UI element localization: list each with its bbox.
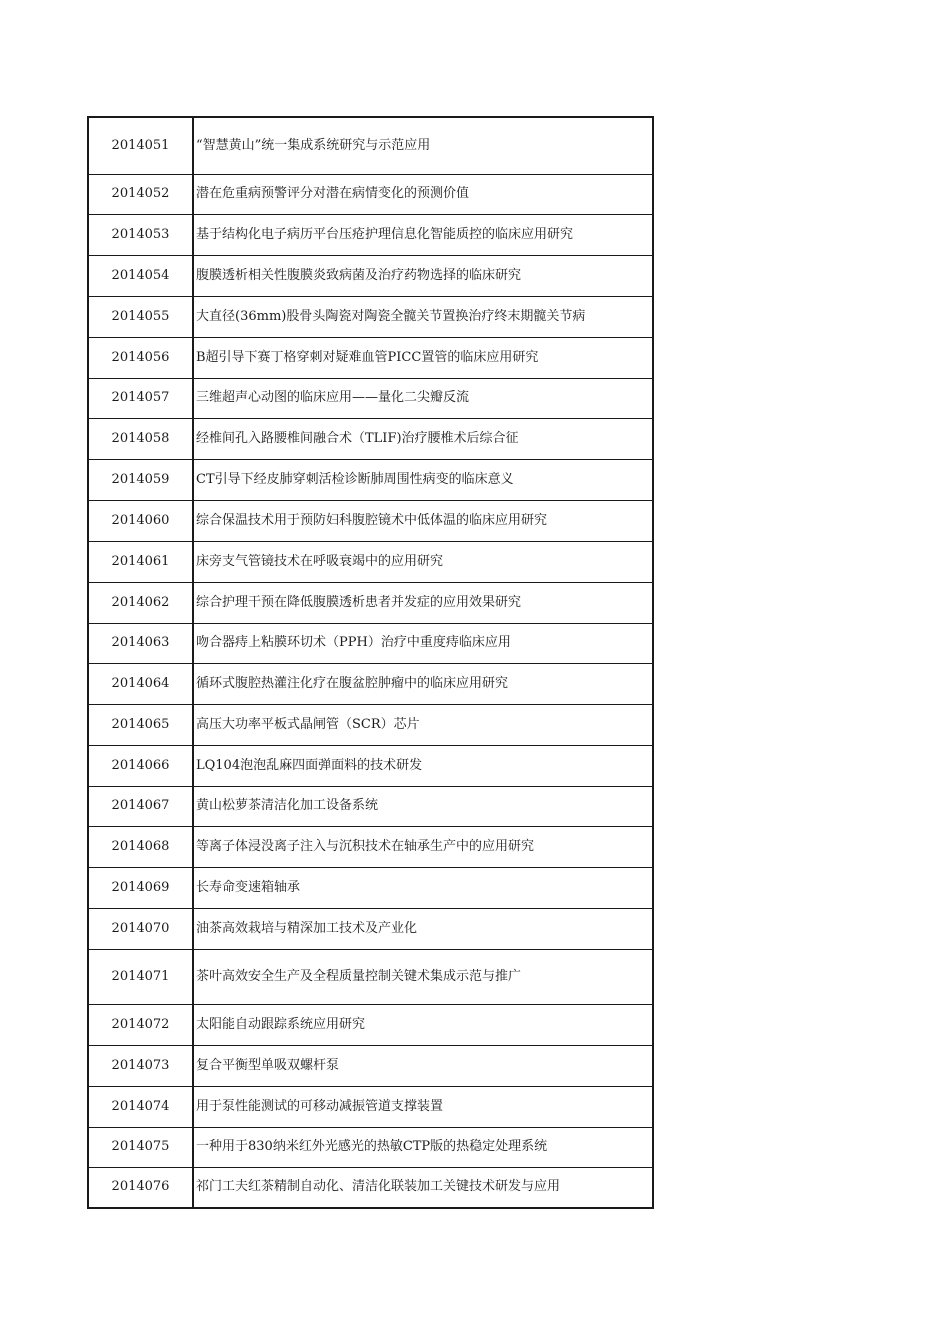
project-title-cell: 潜在危重病预警评分对潜在病情变化的预测价值 bbox=[193, 174, 653, 214]
table-row bbox=[88, 1167, 653, 1208]
project-title-cell: 茶叶高效安全生产及全程质量控制关键术集成示范与推广 bbox=[193, 949, 653, 1004]
table-row bbox=[88, 500, 653, 541]
table-row bbox=[88, 1045, 653, 1086]
project-code-cell: 2014057 bbox=[88, 378, 193, 418]
table-row bbox=[88, 663, 653, 704]
project-title-cell: 复合平衡型单吸双螺杆泵 bbox=[193, 1045, 653, 1086]
table-row bbox=[88, 745, 653, 786]
project-title-cell: 循环式腹腔热灌注化疗在腹盆腔肿瘤中的临床应用研究 bbox=[193, 663, 653, 704]
project-title-cell: LQ104泡泡乱麻四面弹面料的技术研发 bbox=[193, 745, 653, 786]
project-title-cell: 基于结构化电子病历平台压疮护理信息化智能质控的临床应用研究 bbox=[193, 214, 653, 255]
project-table-body bbox=[88, 117, 653, 1208]
table-row bbox=[88, 1086, 653, 1127]
table-row bbox=[88, 255, 653, 296]
project-code-cell: 2014062 bbox=[88, 582, 193, 623]
table-row bbox=[88, 1127, 653, 1167]
project-title-cell: CT引导下经皮肺穿刺活检诊断肺周围性病变的临床意义 bbox=[193, 459, 653, 500]
table-row bbox=[88, 378, 653, 418]
table-row bbox=[88, 867, 653, 908]
project-code-cell: 2014067 bbox=[88, 786, 193, 826]
table-row bbox=[88, 117, 653, 174]
project-title-cell: “智慧黄山”统一集成系统研究与示范应用 bbox=[193, 117, 653, 174]
project-title-cell: 长寿命变速箱轴承 bbox=[193, 867, 653, 908]
project-code-cell: 2014076 bbox=[88, 1167, 193, 1208]
project-table bbox=[87, 116, 654, 1209]
project-code-cell: 2014055 bbox=[88, 296, 193, 337]
table-row bbox=[88, 582, 653, 623]
project-code-cell: 2014064 bbox=[88, 663, 193, 704]
project-title-cell: 三维超声心动图的临床应用——量化二尖瓣反流 bbox=[193, 378, 653, 418]
project-code-cell: 2014071 bbox=[88, 949, 193, 1004]
table-row bbox=[88, 541, 653, 582]
project-code-cell: 2014053 bbox=[88, 214, 193, 255]
project-code-cell: 2014072 bbox=[88, 1004, 193, 1045]
table-row bbox=[88, 296, 653, 337]
project-code-cell: 2014068 bbox=[88, 826, 193, 867]
project-code-cell: 2014074 bbox=[88, 1086, 193, 1127]
project-code-cell: 2014073 bbox=[88, 1045, 193, 1086]
project-title-cell: B超引导下赛丁格穿刺对疑难血管PICC置管的临床应用研究 bbox=[193, 337, 653, 378]
table-row bbox=[88, 786, 653, 826]
project-title-cell: 太阳能自动跟踪系统应用研究 bbox=[193, 1004, 653, 1045]
project-code-cell: 2014058 bbox=[88, 418, 193, 459]
project-title-cell: 腹膜透析相关性腹膜炎致病菌及治疗药物选择的临床研究 bbox=[193, 255, 653, 296]
project-code-cell: 2014070 bbox=[88, 908, 193, 949]
table-row bbox=[88, 459, 653, 500]
project-title-cell: 床旁支气管镜技术在呼吸衰竭中的应用研究 bbox=[193, 541, 653, 582]
project-code-cell: 2014061 bbox=[88, 541, 193, 582]
project-code-cell: 2014059 bbox=[88, 459, 193, 500]
table-row bbox=[88, 949, 653, 1004]
table-row bbox=[88, 908, 653, 949]
project-title-cell: 油茶高效栽培与精深加工技术及产业化 bbox=[193, 908, 653, 949]
table-row bbox=[88, 418, 653, 459]
project-title-cell: 黄山松萝茶清洁化加工设备系统 bbox=[193, 786, 653, 826]
project-code-cell: 2014060 bbox=[88, 500, 193, 541]
project-code-cell: 2014056 bbox=[88, 337, 193, 378]
project-title-cell: 祁门工夫红茶精制自动化、清洁化联装加工关键技术研发与应用 bbox=[193, 1167, 653, 1208]
project-title-cell: 综合保温技术用于预防妇科腹腔镜术中低体温的临床应用研究 bbox=[193, 500, 653, 541]
project-code-cell: 2014069 bbox=[88, 867, 193, 908]
project-code-cell: 2014054 bbox=[88, 255, 193, 296]
table-row bbox=[88, 214, 653, 255]
project-code-cell: 2014063 bbox=[88, 623, 193, 663]
table-row bbox=[88, 1004, 653, 1045]
table-row bbox=[88, 623, 653, 663]
project-code-cell: 2014066 bbox=[88, 745, 193, 786]
project-code-cell: 2014065 bbox=[88, 704, 193, 745]
table-row bbox=[88, 337, 653, 378]
table-row bbox=[88, 174, 653, 214]
project-code-cell: 2014075 bbox=[88, 1127, 193, 1167]
project-code-cell: 2014051 bbox=[88, 117, 193, 174]
project-title-cell: 大直径(36mm)股骨头陶瓷对陶瓷全髋关节置换治疗终末期髋关节病 bbox=[193, 296, 653, 337]
table-row bbox=[88, 704, 653, 745]
project-title-cell: 吻合器痔上粘膜环切术（PPH）治疗中重度痔临床应用 bbox=[193, 623, 653, 663]
project-title-cell: 等离子体浸没离子注入与沉积技术在轴承生产中的应用研究 bbox=[193, 826, 653, 867]
project-title-cell: 经椎间孔入路腰椎间融合术（TLIF)治疗腰椎术后综合征 bbox=[193, 418, 653, 459]
project-title-cell: 综合护理干预在降低腹膜透析患者并发症的应用效果研究 bbox=[193, 582, 653, 623]
project-title-cell: 用于泵性能测试的可移动减振管道支撑装置 bbox=[193, 1086, 653, 1127]
project-title-cell: 高压大功率平板式晶闸管（SCR）芯片 bbox=[193, 704, 653, 745]
project-code-cell: 2014052 bbox=[88, 174, 193, 214]
table-row bbox=[88, 826, 653, 867]
project-title-cell: 一种用于830纳米红外光感光的热敏CTP版的热稳定处理系统 bbox=[193, 1127, 653, 1167]
